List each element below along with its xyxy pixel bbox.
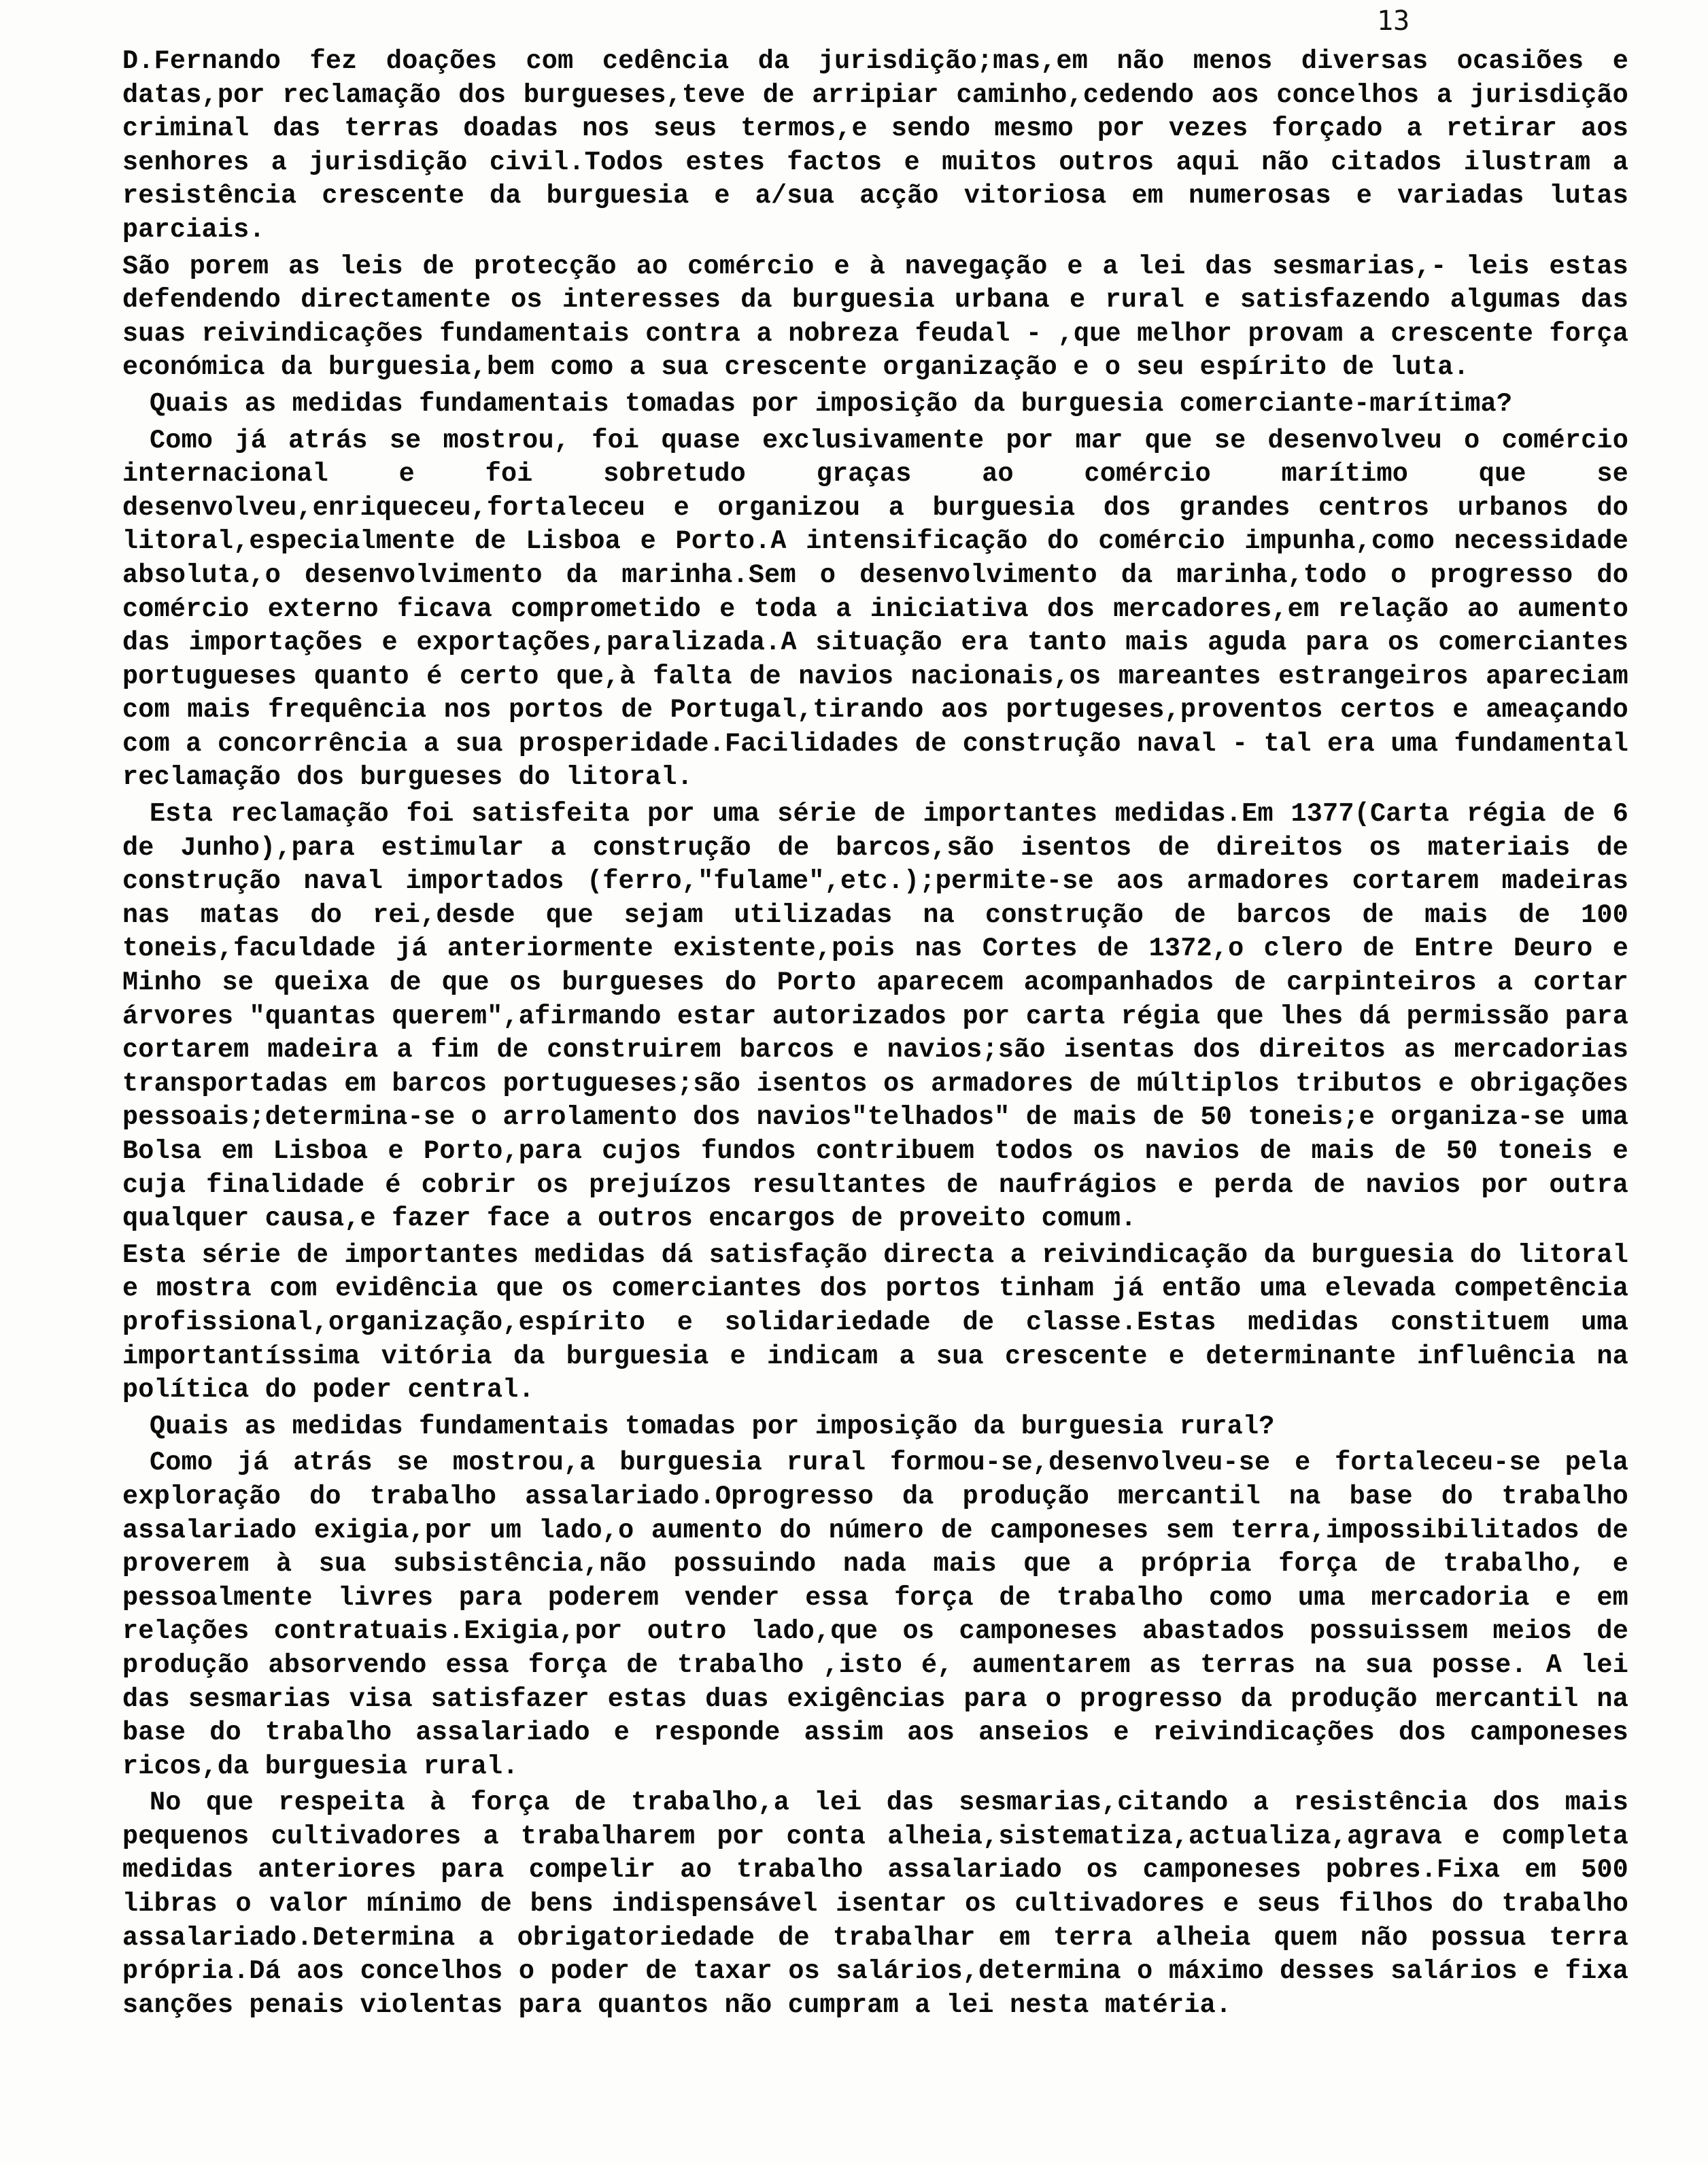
question-burguesia-comerciante: Quais as medidas fundamentais tomadas por imposição da burguesia comerciante-marítima? [150,388,1513,419]
paragraph-satisfacao-litoral: Esta série de importantes medidas dá satisfação directa a reivindicação da burguesia do litoral e mostra com evidência que os comerciantes dos portos tinham já então uma elevada competência profissional,organização,espírito e solidariedade de classe.Estas medidas constituem uma importantíssima vitória da burguesia e indicam a sua crescente e determinante influência na política do poder central. [122,1240,1628,1405]
question-burguesia-rural: Quais as medidas fundamentais tomadas por imposição da burguesia rural? [150,1411,1275,1442]
paragraph-leis-proteccao: São porem as leis de protecção ao comércio e à navegação e a lei das sesmarias,- leis estas defendendo directamente os interesses da burguesia urbana e rural e satisfazendo algumas das suas reivindicações fundamentais contra a nobreza feudal - ,que melhor provam a crescente força económica da burguesia,bem como a sua crescente organização e o seu espírito de luta. [122,251,1628,383]
paragraph-lei-sesmarias: No que respeita à força de trabalho,a lei das sesmarias,citando a resistência dos mais pequenos cultivadores a trabalharem por conta alheia,sistematiza,actualiza,agrava e completa medidas anteriores para compelir ao trabalho assalariado os camponeses pobres.Fixa em 500 libras o valor mínimo de bens indispensável isentar os cultivadores e seus filhos do trabalho assalariado.Determina a obrigatoriedade de trabalhar em terra alheia quem não possua terra própria.Dá aos concelhos o poder de taxar os salários,determina o máximo desses salários e fixa sanções penais violentas para quantos não cumpram a lei nesta matéria. [122,1788,1628,2020]
paragraph-trabalho-assalariado: Como já atrás se mostrou,a burguesia rural formou-se,desenvolveu-se e fortaleceu-se pela exploração do trabalho assalariado.Oprogresso da produção mercantil na base do trabalho assalariado exigia,por um lado,o aumento do número de camponeses sem terra,impossibilitados de proverem à sua subsistência,não possuindo nada mais que a própria força de trabalho, e pessoalmente livres para poderem vender essa força de trabalho como uma mercadoria e em relações contratuais.Exigia,por outro lado,que os camponeses abastados possuissem meios de produção absorvendo essa força de trabalho ,isto é, aumentarem as terras na sua posse. A lei das sesmarias visa satisfazer estas duas exigências para o progresso da produção mercantil na base do trabalho assalariado e responde assim aos anseios e reivindicações dos camponeses ricos,da burguesia rural. [122,1448,1628,1782]
paragraph-jurisdicao: D.Fernando fez doações com cedência da jurisdição;mas,em não menos diversas ocasiões e datas,por reclamação dos burgueses,teve de arripiar caminho,cedendo aos concelhos a jurisdição criminal das terras doadas nos seus termos,e sendo mesmo por vezes forçado a retirar aos senhores a jurisdição civil.Todos estes factos e muitos outros aqui não citados ilustram a resistência crescente da burguesia e a/sua acção vitoriosa em numerosas e variadas lutas parciais. [122,46,1628,245]
paragraph-medidas-1377: Esta reclamação foi satisfeita por uma série de importantes medidas.Em 1377(Carta régia de 6 de Junho),para estimular a construção de barcos,são isentos de direitos os materiais de construção naval importados (ferro,"fulame",etc.);permite-se aos armadores cortarem madeiras nas matas do rei,desde que sejam utilizadas na construção de barcos de mais de 100 toneis,faculdade já anteriormente existente,pois nas Cortes de 1372,o clero de Entre Deuro e Minho se queixa de que os burgueses do Porto aparecem acompanhados de carpinteiros a cortar árvores "quantas querem",afirmando estar autorizados por carta régia que lhes dá permissão para cortarem madeira a fim de construirem barcos e navios;são isentas dos direitos as mercadorias transportadas em barcos portugueses;são isentos os armadores de múltiplos tributos e obrigações pessoais;determina-se o arrolamento dos navios"telhados" de mais de 50 toneis;e organiza-se uma Bolsa em Lisboa e Porto,para cujos fundos contribuem todos os navios de mais de 50 toneis e cuja finalidade é cobrir os prejuízos resultantes de naufrágios e perda de navios por outra qualquer causa,e fazer face a outros encargos de proveito comum. [122,799,1628,1234]
body-text [122,45,1628,2025]
page-number: 13 [1377,5,1410,37]
paragraph-comercio-maritimo: Como já atrás se mostrou, foi quase exclusivamente por mar que se desenvolveu o comércio internacional e foi sobretudo graças ao comércio marítimo que se desenvolveu,enriqueceu,fortaleceu e organizou a burguesia dos grandes centros urbanos do litoral,especialmente de Lisboa e Porto.A intensificação do comércio impunha,como necessidade absoluta,o desenvolvimento da marinha.Sem o desenvolvimento da marinha,todo o progresso do comércio externo ficava comprometido e toda a iniciativa dos mercadores,em relação ao aumento das importações e exportações,paralizada.A situação era tanto mais aguda para os comerciantes portugueses quanto é certo que,à falta de navios nacionais,os mareantes estrangeiros apareciam com mais frequência nos portos de Portugal,tirando aos portugeses,proventos certos e ameaçando com a concorrência a sua prosperidade.Facilidades de construção naval - tal era uma fundamental reclamação dos burgueses do litoral. [122,425,1628,793]
